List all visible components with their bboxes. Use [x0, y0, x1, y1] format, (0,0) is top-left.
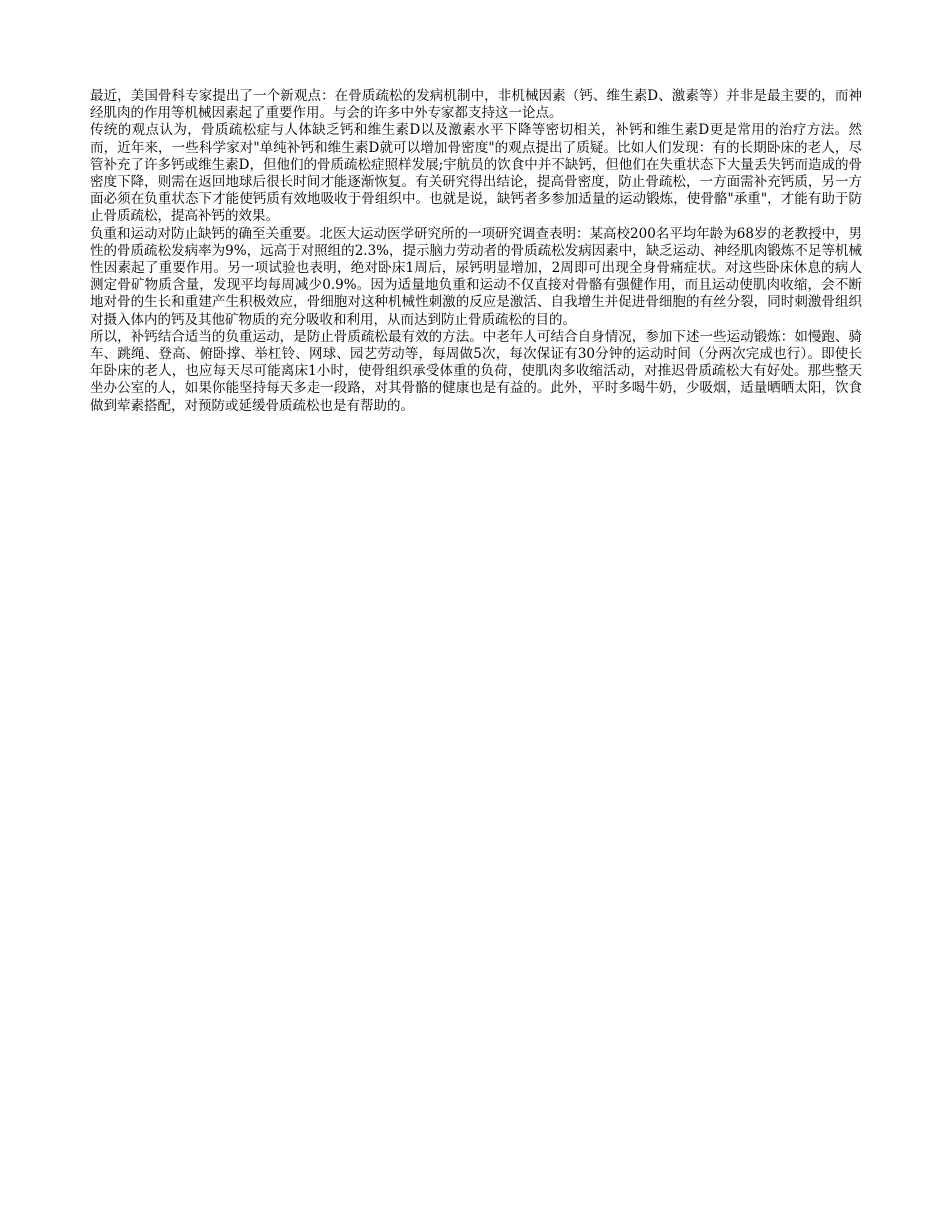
- paragraph-recommendations: 所以，补钙结合适当的负重运动，是防止骨质疏松最有效的方法。中老年人可结合自身情况，参加下述一些运动锻炼：如慢跑、骑车、跳绳、登高、俯卧撑、举杠铃、网球、园艺劳动等，每周做5次，每次保证有30分钟的运动时间（分两次完成也行）。即使长年卧床的老人，也应每天尽可能离床1小时，使骨组织承受体重的负荷，使肌肉多收缩活动，对推迟骨质疏松大有好处。那些整天坐办公室的人，如果你能坚持每天多走一段路，对其骨骼的健康也是有益的。此外，平时多喝牛奶，少吸烟，适量晒晒太阳，饮食做到荤素搭配，对预防或延缓骨质疏松也是有帮助的。: [90, 328, 862, 414]
- paragraph-traditional-view: 传统的观点认为，骨质疏松症与人体缺乏钙和维生素D以及激素水平下降等密切相关，补钙和维生素D更是常用的治疗方法。然而，近年来，一些科学家对"单纯补钙和维生素D就可以增加骨密度"的观点提出了质疑。比如人们发现：有的长期卧床的老人，尽管补充了许多钙或维生素D，但他们的骨质疏松症照样发展;宇航员的饮食中并不缺钙，但他们在失重状态下大量丢失钙而造成的骨密度下降，则需在返回地球后很长时间才能逐渐恢复。有关研究得出结论，提高骨密度，防止骨疏松，一方面需补充钙质，另一方面必须在负重状态下才能使钙质有效地吸收于骨组织中。也就是说，缺钙者多参加适量的运动锻炼，使骨骼"承重"，才能有助于防止骨质疏松，提高补钙的效果。: [90, 122, 862, 225]
- paragraph-intro: 最近，美国骨科专家提出了一个新观点：在骨质疏松的发病机制中，非机械因素（钙、维生素D、激素等）并非是最主要的，而神经肌肉的作用等机械因素起了重要作用。与会的许多中外专家都支持这一论点。: [90, 88, 862, 122]
- paragraph-weight-bearing-research: 负重和运动对防止缺钙的确至关重要。北医大运动医学研究所的一项研究调查表明：某高校200名平均年龄为68岁的老教授中，男性的骨质疏松发病率为9%，远高于对照组的2.3%，提示脑力劳动者的骨质疏松发病因素中，缺乏运动、神经肌肉锻炼不足等机械性因素起了重要作用。另一项试验也表明，绝对卧床1周后，尿钙明显增加，2周即可出现全身骨痛症状。对这些卧床休息的病人测定骨矿物质含量，发现平均每周减少0.9%。因为适量地负重和运动不仅直接对骨骼有强健作用，而且运动使肌肉收缩，会不断地对骨的生长和重建产生积极效应，骨细胞对这种机械性刺激的反应是激活、自我增生并促进骨细胞的有丝分裂，同时刺激骨组织对摄入体内的钙及其他矿物质的充分吸收和利用，从而达到防止骨质疏松的目的。: [90, 225, 862, 328]
- document-body: [90, 88, 862, 415]
